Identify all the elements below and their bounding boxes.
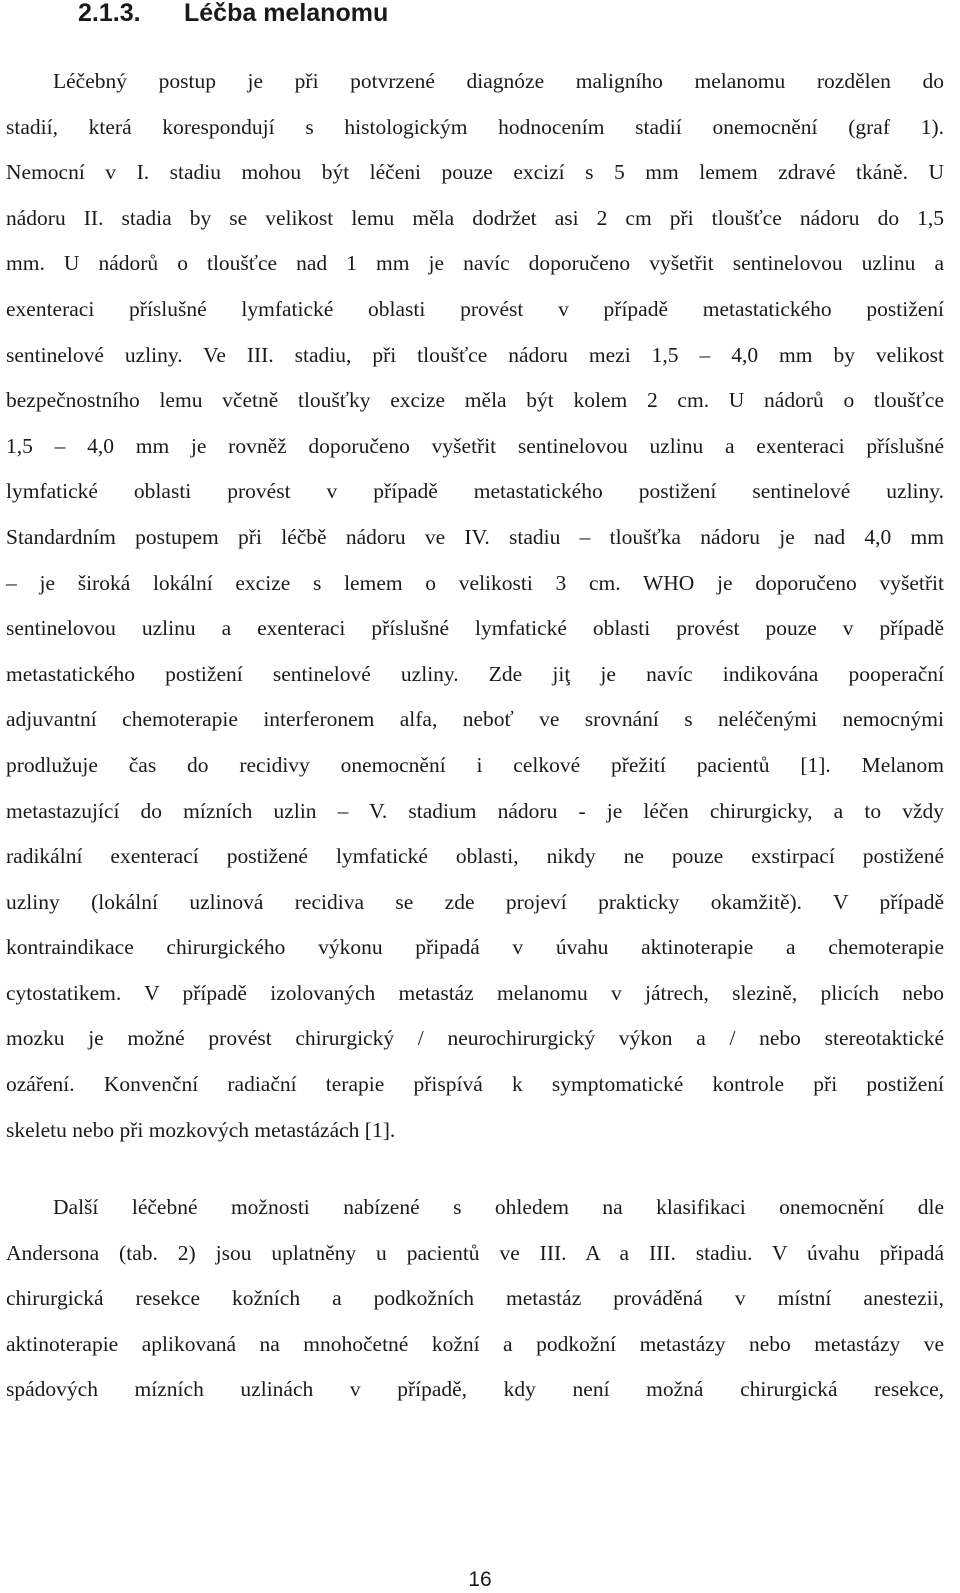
text-line: skeletu nebo při mozkových metastázách [1].	[6, 1117, 396, 1142]
text-line: 1,5 – 4,0 mm je rovněž doporučeno vyšetřit sentinelovou uzlinu a exenteraci příslušné	[6, 433, 944, 458]
text-line: ozáření. Konvenční radiační terapie přispívá k symptomatické kontrole při postižení	[6, 1072, 944, 1097]
text-line: Nemocní v I. stadiu mohou být léčeni pouze excizí s 5 mm lemem zdravé tkáně. U	[6, 160, 944, 185]
text-line: nádoru II. stadia by se velikost lemu měla dodržet asi 2 cm při tloušťce nádoru do 1,5	[6, 205, 944, 230]
text-line: Léčebný postup je při potvrzené diagnóze maligního melanomu rozdělen do	[53, 69, 944, 93]
text-line: Standardním postupem při léčbě nádoru ve IV. stadiu – tloušťka nádoru je nad 4,0 mm	[6, 524, 944, 549]
text-line: kontraindikace chirurgického výkonu připadá v úvahu aktinoterapie a chemoterapie	[6, 935, 944, 960]
text-line: stadií, která korespondují s histologickým hodnocením stadií onemocnění (graf 1).	[6, 114, 944, 139]
body-paragraph-2	[6, 1185, 944, 1413]
text-line: mozku je možné provést chirurgický / neurochirurgický výkon a / nebo stereotaktické	[6, 1026, 944, 1051]
text-line: lymfatické oblasti provést v případě metastatického postižení sentinelové uzliny.	[6, 479, 944, 504]
text-line: aktinoterapie aplikovaná na mnohočetné kožní a podkožní metastázy nebo metastázy ve	[6, 1331, 944, 1356]
text-line: prodlužuje čas do recidivy onemocnění i celkové přežití pacientů [1]. Melanom	[6, 752, 944, 777]
text-line: exenteraci příslušné lymfatické oblasti provést v případě metastatického postižení	[6, 296, 944, 321]
text-line: uzliny (lokální uzlinová recidiva se zde projeví prakticky okamžitě). V případě	[6, 889, 944, 914]
section-number: 2.1.3.	[78, 0, 141, 27]
text-line: metastazující do mízních uzlin – V. stadium nádoru - je léčen chirurgicky, a to vždy	[6, 798, 944, 823]
page-number: 16	[468, 1568, 492, 1591]
text-line: mm. U nádorů o tloušťce nad 1 mm je navíc doporučeno vyšetřit sentinelovou uzlinu a	[6, 251, 944, 276]
section-heading	[78, 0, 388, 30]
section-title: Léčba melanomu	[184, 0, 389, 27]
text-line: adjuvantní chemoterapie interferonem alfa, neboť ve srovnání s neléčenými nemocnými	[6, 707, 944, 732]
text-line: Další léčebné možnosti nabízené s ohledem na klasifikaci onemocnění dle	[53, 1195, 944, 1219]
text-line: cytostatikem. V případě izolovaných metastáz melanomu v játrech, slezině, plicích nebo	[6, 980, 944, 1005]
text-line: sentinelovou uzlinu a exenteraci příslušné lymfatické oblasti provést pouze v případě	[6, 616, 944, 641]
text-line: spádových mízních uzlinách v případě, kdy není možná chirurgická resekce,	[6, 1377, 944, 1402]
text-line: Andersona (tab. 2) jsou uplatněny u pacientů ve III. A a III. stadiu. V úvahu připadá	[6, 1240, 944, 1265]
text-line: radikální exenterací postižené lymfatické oblasti, nikdy ne pouze exstirpací postižené	[6, 844, 944, 869]
text-line: – je široká lokální excize s lemem o velikosti 3 cm. WHO je doporučeno vyšetřit	[6, 570, 944, 595]
text-line: chirurgická resekce kožních a podkožních metastáz prováděná v místní anestezii,	[6, 1286, 944, 1311]
text-line: sentinelové uzliny. Ve III. stadiu, při tloušťce nádoru mezi 1,5 – 4,0 mm by velikost	[6, 342, 944, 367]
body-paragraph-1	[6, 59, 944, 1153]
text-line: bezpečnostního lemu včetně tloušťky excize měla být kolem 2 cm. U nádorů o tloušťce	[6, 388, 944, 413]
text-line: metastatického postižení sentinelové uzliny. Zde jiţ je navíc indikována pooperační	[6, 661, 944, 686]
